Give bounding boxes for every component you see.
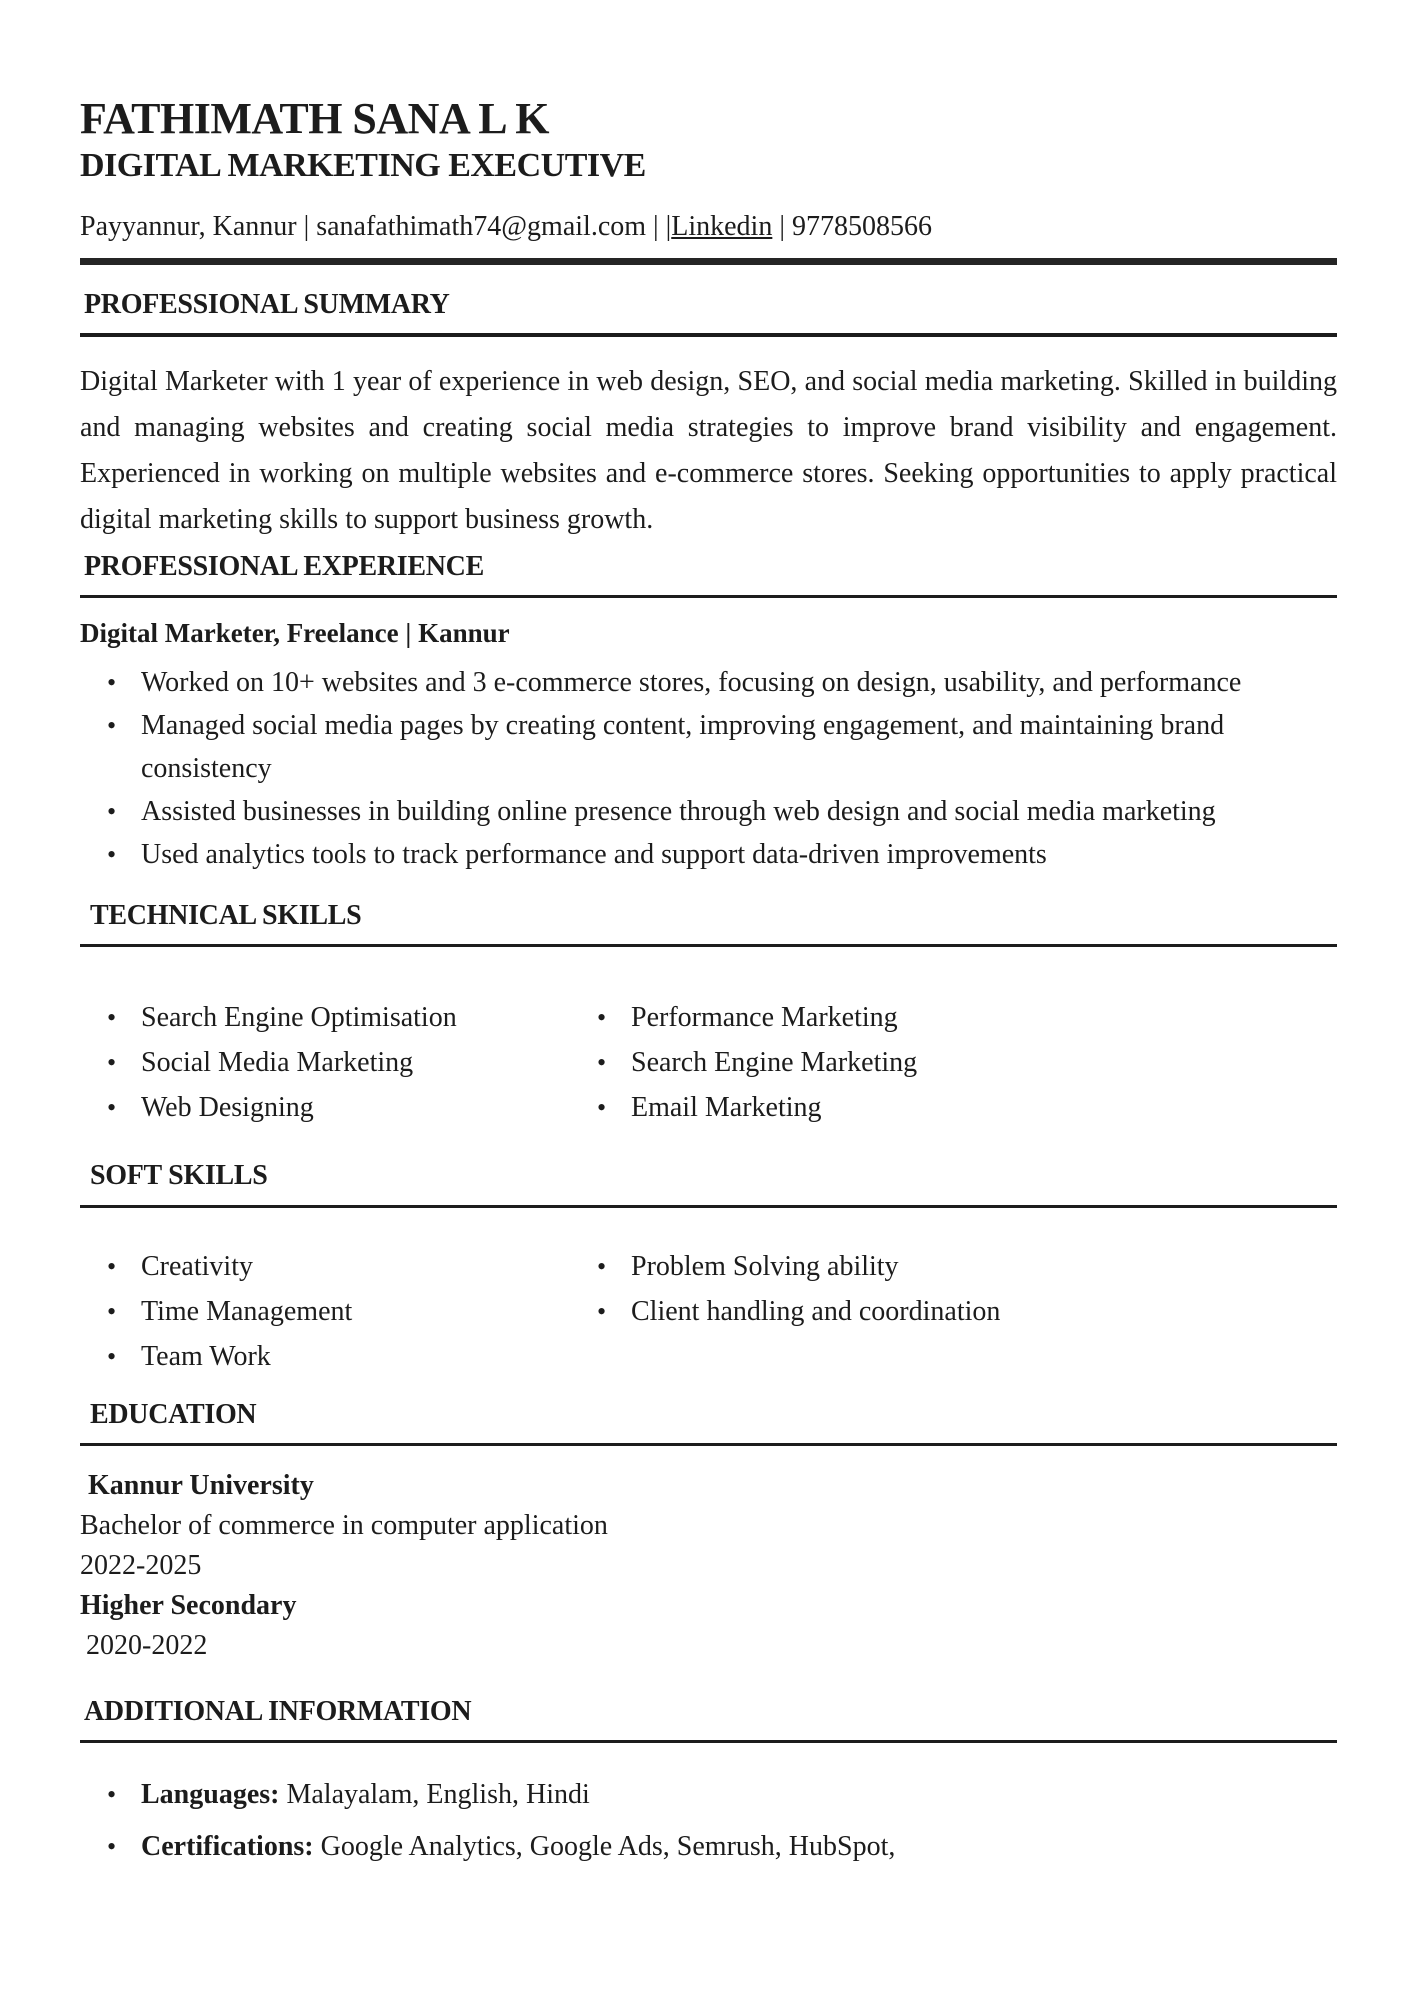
soft-skills-heading: SOFT SKILLS: [80, 1160, 1337, 1207]
technical-skill-item: • Social Media Marketing: [107, 1040, 570, 1085]
soft-skills-grid: [80, 1244, 1337, 1379]
education-school: Higher Secondary: [80, 1589, 297, 1621]
additional-information-item: [107, 1821, 1337, 1873]
section-professional-summary: [80, 289, 1337, 543]
soft-skills-right-column: [597, 1244, 1337, 1379]
candidate-title: DIGITAL MARKETING EXECUTIVE: [80, 147, 646, 185]
soft-skill-item: • Client handling and coordination: [597, 1289, 1337, 1334]
contact-separator: |: [779, 210, 785, 242]
candidate-name: FATHIMATH SANA L K: [80, 94, 549, 143]
technical-skills-right-column: [597, 995, 1337, 1130]
education-entry: [80, 1586, 1337, 1666]
technical-skills-heading: TECHNICAL SKILLS: [80, 900, 1337, 947]
education-entry: [80, 1466, 1337, 1586]
experience-bullet: • Used analytics tools to track performance and support data-driven improvements: [107, 833, 1337, 876]
resume-header: [80, 96, 1337, 265]
experience-bullet: • Assisted businesses in building online presence through web design and social media marketing: [107, 790, 1337, 833]
summary-heading: PROFESSIONAL SUMMARY: [80, 289, 1337, 337]
education-degree: Bachelor of commerce in computer application: [80, 1509, 608, 1541]
soft-skill-item: • Problem Solving ability: [597, 1244, 1337, 1289]
additional-item-value: Malayalam, English, Hindi: [286, 1778, 590, 1810]
section-technical-skills: [80, 900, 1337, 1130]
contact-location: Payyannur, Kannur: [80, 210, 297, 242]
linkedin-link[interactable]: Linkedin: [671, 210, 773, 242]
summary-text: Digital Marketer with 1 year of experience in web design, SEO, and social media marketing. Skilled in building and managing websites and creating social media strategies to improve brand visibility and engagement. Experienced in working on multiple websites and e-commerce stores. Seeking opportunities to apply practical digital marketing skills to support business growth.: [80, 365, 1337, 535]
experience-bullet: • Managed social media pages by creating content, improving engagement, and maintaining brand consistency: [107, 704, 1337, 790]
experience-bullet: • Worked on 10+ websites and 3 e-commerce stores, focusing on design, usability, and performance: [107, 661, 1337, 704]
education-list: [80, 1466, 1337, 1666]
experience-bullet-list: [107, 661, 1337, 876]
section-additional-information: [80, 1696, 1337, 1873]
education-years: 2022-2025: [80, 1549, 202, 1581]
additional-item-label: Languages:: [141, 1778, 280, 1810]
technical-skill-item: • Search Engine Marketing: [597, 1040, 1337, 1085]
soft-skill-item: • Team Work: [107, 1334, 570, 1379]
experience-heading: PROFESSIONAL EXPERIENCE: [80, 551, 1337, 598]
section-education: [80, 1399, 1337, 1666]
soft-skill-item: • Time Management: [107, 1289, 570, 1334]
technical-skill-item: • Performance Marketing: [597, 995, 1337, 1040]
additional-information-item: [107, 1769, 1337, 1821]
contact-separator: |: [303, 210, 310, 242]
section-soft-skills: [80, 1160, 1337, 1378]
additional-information-heading: ADDITIONAL INFORMATION: [80, 1696, 1337, 1743]
additional-information-list: [107, 1769, 1337, 1873]
education-years: 2020-2022: [86, 1629, 208, 1661]
technical-skill-item: • Web Designing: [107, 1085, 570, 1130]
job-title: Digital Marketer, Freelance | Kannur: [80, 618, 510, 649]
section-professional-experience: [80, 551, 1337, 876]
education-heading: EDUCATION: [80, 1399, 1337, 1446]
contact-email: sanafathimath74@gmail.com: [316, 210, 647, 242]
contact-separator: | |: [653, 210, 672, 242]
technical-skills-left-column: [107, 995, 570, 1130]
additional-item-label: Certifications:: [141, 1830, 314, 1862]
education-school: Kannur University: [88, 1469, 314, 1501]
soft-skills-left-column: [107, 1244, 570, 1379]
contact-phone: 9778508566: [791, 210, 932, 242]
additional-item-value: Google Analytics, Google Ads, Semrush, HubSpot,: [320, 1830, 896, 1862]
technical-skills-grid: [80, 995, 1337, 1130]
technical-skill-item: • Email Marketing: [597, 1085, 1337, 1130]
technical-skill-item: • Search Engine Optimisation: [107, 995, 570, 1040]
soft-skill-item: • Creativity: [107, 1244, 570, 1289]
contact-info: [80, 211, 1337, 243]
header-divider: [80, 258, 1337, 265]
